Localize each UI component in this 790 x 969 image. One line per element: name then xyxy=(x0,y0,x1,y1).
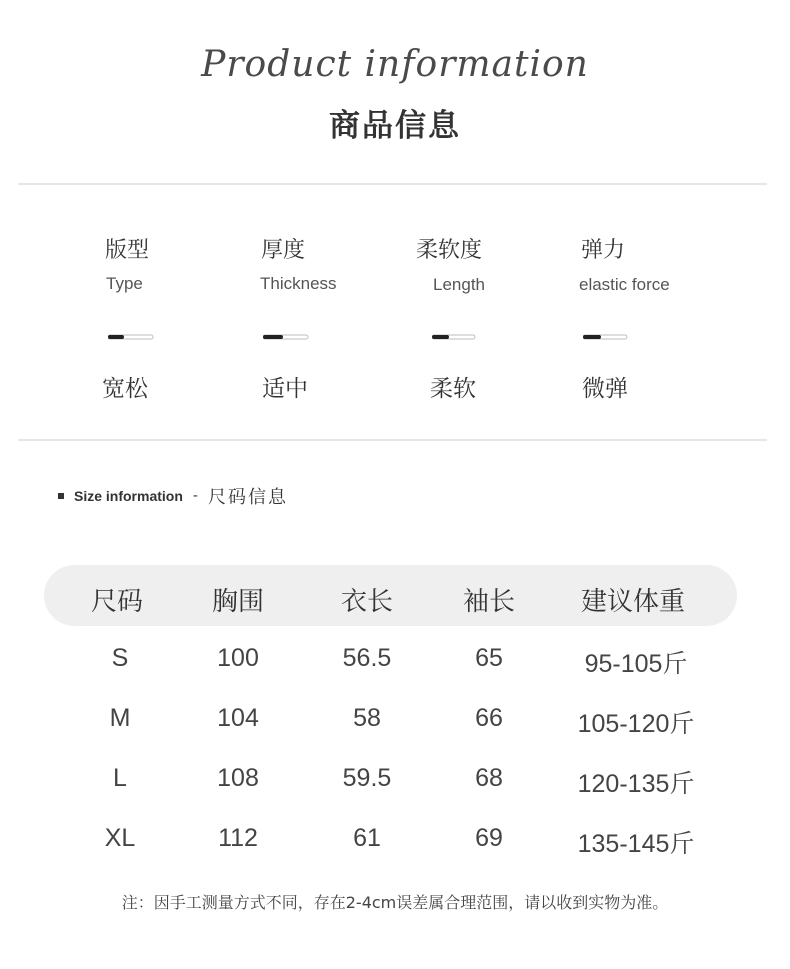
level-fill xyxy=(108,335,124,339)
bullet-square xyxy=(58,493,64,499)
table-cell: XL xyxy=(104,824,136,852)
attr-thickness-en: Thickness xyxy=(260,274,337,293)
table-header-weight: 建议体重 xyxy=(580,587,685,617)
table-cell: M xyxy=(109,704,131,732)
table-header-sleeve: 袖长 xyxy=(462,587,515,617)
level-indicator-softness xyxy=(432,334,476,340)
level-fill xyxy=(432,335,449,339)
level-indicator-thickness xyxy=(263,334,309,340)
table-cell: 58 xyxy=(353,704,381,732)
table-cell: L xyxy=(113,764,127,792)
table-cell: 61 xyxy=(353,824,381,852)
attr-type-en: Type xyxy=(106,274,143,293)
attr-thickness-cn: 厚度 xyxy=(261,238,306,263)
table-cell: 65 xyxy=(475,644,503,672)
attr-elasticity-value: 微弹 xyxy=(582,376,628,402)
table-cell: 100 xyxy=(217,644,259,672)
table-cell: 69 xyxy=(475,824,503,852)
size-info-cn: 尺码信息 xyxy=(207,487,288,508)
attr-elasticity-en: elastic force xyxy=(579,275,670,294)
table-cell: 108 xyxy=(217,764,259,792)
attr-type-value: 宽松 xyxy=(102,376,148,402)
table-header-chest: 胸围 xyxy=(211,587,264,617)
attr-thickness-value: 适中 xyxy=(262,376,308,402)
table-header-size: 尺码 xyxy=(90,587,143,617)
level-fill xyxy=(583,335,601,339)
attr-softness-value: 柔软 xyxy=(430,376,476,402)
table-cell: S xyxy=(111,644,129,672)
attr-type-cn: 版型 xyxy=(105,238,150,263)
table-cell: 104 xyxy=(217,704,259,732)
table-cell: 95-105斤 xyxy=(584,650,688,678)
table-cell: 105-120斤 xyxy=(577,710,695,738)
table-cell: 112 xyxy=(218,824,258,852)
level-fill xyxy=(263,335,283,339)
level-indicator-type xyxy=(108,334,154,340)
attr-elasticity-cn: 弹力 xyxy=(581,238,626,263)
table-cell: 56.5 xyxy=(342,644,392,672)
attr-softness-en: Length xyxy=(433,275,485,294)
size-info-label xyxy=(58,484,288,508)
level-indicator-elasticity xyxy=(583,334,628,340)
table-cell: 68 xyxy=(475,764,503,792)
page-title: 商品信息 xyxy=(329,108,461,144)
table-header-length: 衣长 xyxy=(340,587,393,617)
size-info-separator: - xyxy=(192,488,198,504)
table-cell: 135-145斤 xyxy=(577,830,695,858)
size-info-en: Size information xyxy=(74,488,183,504)
top-divider xyxy=(18,183,767,185)
attr-softness-cn: 柔软度 xyxy=(416,238,483,263)
table-cell: 120-135斤 xyxy=(577,770,695,798)
middle-divider xyxy=(18,439,767,441)
table-cell: 66 xyxy=(475,704,503,732)
script-title: Product information xyxy=(201,44,589,85)
table-cell: 59.5 xyxy=(342,764,392,792)
measurement-note: 注：因手工测量方式不同，存在2-4cm误差属合理范围，请以收到实物为准。 xyxy=(121,893,669,912)
